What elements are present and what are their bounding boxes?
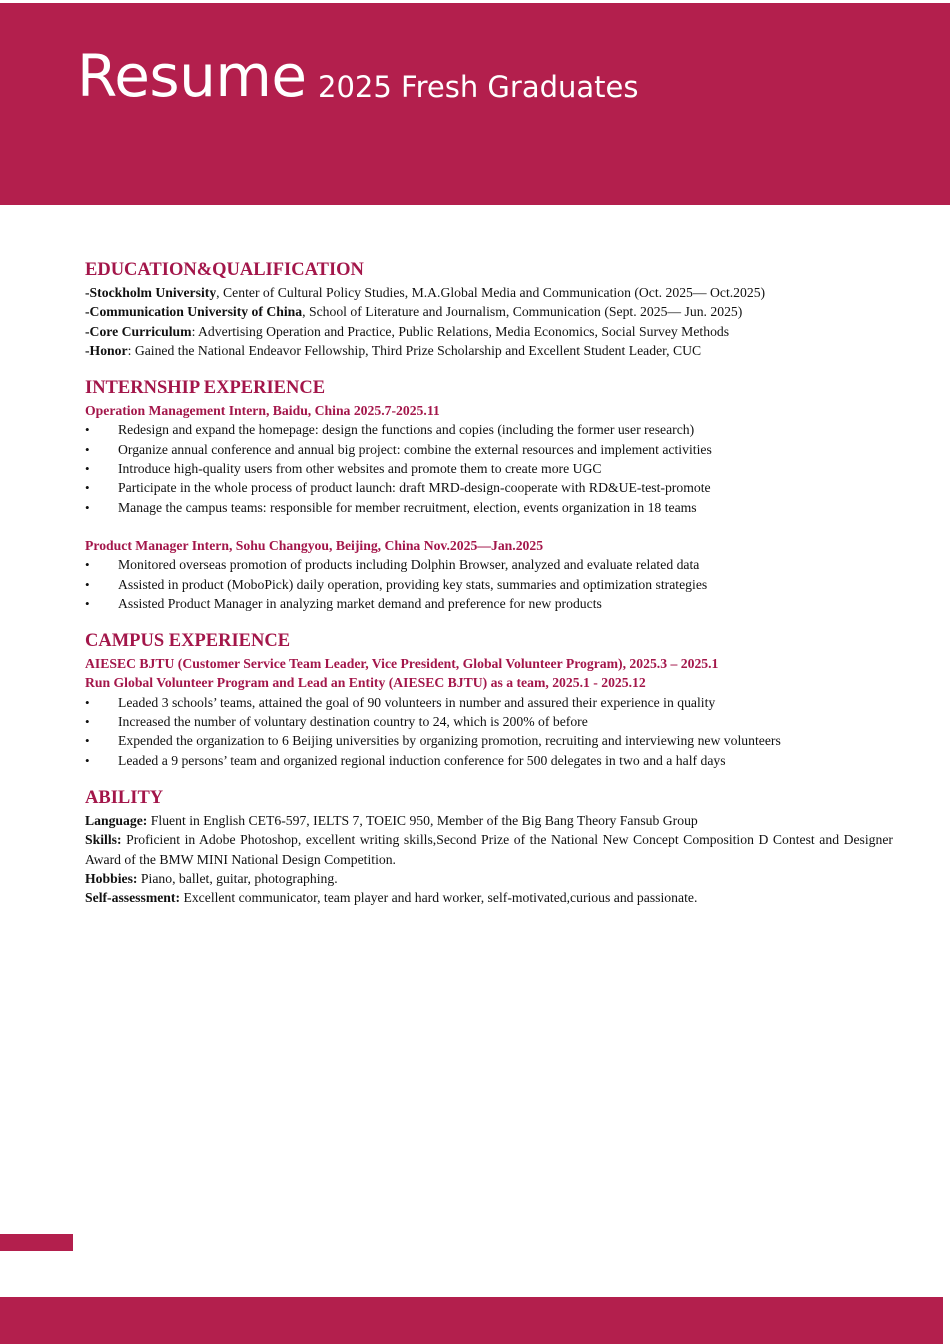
ability-item-text: Piano, ballet, guitar, photographing. [137, 870, 338, 886]
bullet-dot: • [85, 422, 90, 438]
ability-item [85, 888, 893, 907]
job-heading: Operation Management Intern, Baidu, China 2025.7-2025.11 [85, 403, 440, 419]
ability-section [85, 786, 893, 907]
bullet-dot: • [85, 714, 90, 730]
education-item-label: -Communication University of China [85, 304, 303, 320]
education-item-label: -Honor [85, 342, 128, 358]
list-item [85, 420, 893, 439]
list-item [85, 440, 893, 459]
header-band [0, 3, 950, 205]
education-section [85, 258, 893, 360]
list-item-text: Leaded a 9 persons’ team and organized regional induction conference for 500 delegates in two and a half days [118, 752, 726, 768]
bullet-dot: • [85, 576, 90, 592]
list-item-text: Assisted Product Manager in analyzing market demand and preference for new products [118, 595, 602, 611]
list-item-text: Expended the organization to 6 Beijing universities by organizing promotion, recruiting and interviewing new volunteers [118, 733, 781, 749]
education-item [85, 302, 893, 321]
resume-title: Resume [77, 42, 307, 110]
ability-item-text: Excellent communicator, team player and hard worker, self-motivated,curious and passionate. [180, 890, 698, 906]
resume-subtitle: 2025 Fresh Graduates [318, 70, 639, 104]
bullet-dot: • [85, 733, 90, 749]
internship-section [85, 376, 893, 613]
education-item-text: , School of Literature and Journalism, Communication (Sept. 2025— Jun. 2025) [302, 304, 743, 320]
education-item-label: -Stockholm University [85, 285, 217, 300]
campus-bullets [85, 693, 893, 770]
list-item-text: Leaded 3 schools’ teams, attained the goal of 90 volunteers in number and assured their experience in quality [118, 694, 716, 710]
ability-item-label: Language: [85, 812, 148, 828]
resume-content [85, 258, 893, 923]
bullet-dot: • [85, 480, 90, 496]
footer-band [0, 1297, 943, 1344]
ability-item [85, 811, 893, 830]
internship-title: INTERNSHIP EXPERIENCE [85, 378, 326, 399]
list-item-text: Organize annual conference and annual big project: combine the external resources and implement activities [118, 441, 712, 457]
education-item [85, 341, 893, 360]
education-item-text: : Gained the National Endeavor Fellowship, Third Prize Scholarship and Excellent Student Leader, CUC [127, 342, 702, 358]
bullet-dot: • [85, 694, 90, 710]
bullet-dot: • [85, 752, 90, 768]
list-item [85, 498, 893, 517]
ability-item-text: Proficient in Adobe Photoshop, excellent writing skills,Second Prize of the National New Concept Composition D Contest and Designer Award of the BMW MINI National Design Competition. [85, 832, 893, 867]
ability-item-label: Skills: [85, 832, 122, 848]
campus-heading: Run Global Volunteer Program and Lead an Entity (AIESEC BJTU) as a team, 2025.1 - 2025.12 [85, 675, 646, 691]
list-item-text: Assisted in product (MoboPick) daily operation, providing key stats, summaries and optimization strategies [118, 576, 708, 592]
ability-item [85, 830, 893, 869]
ability-item-label: Hobbies: [85, 870, 138, 886]
job-bullets [85, 555, 893, 613]
list-item [85, 693, 893, 712]
ability-item [85, 869, 893, 888]
list-item [85, 478, 893, 497]
bullet-dot: • [85, 441, 90, 457]
bullet-dot: • [85, 557, 90, 573]
education-item-label: -Core Curriculum [85, 323, 192, 339]
job-bullets [85, 420, 893, 516]
bullet-dot: • [85, 499, 90, 515]
list-item [85, 751, 893, 770]
list-item-text: Increased the number of voluntary destination country to 24, which is 200% of before [118, 714, 588, 730]
campus-section [85, 629, 893, 770]
list-item [85, 575, 893, 594]
list-item-text: Monitored overseas promotion of products including Dolphin Browser, analyzed and evaluate related data [118, 557, 700, 573]
left-accent-bar [0, 1234, 73, 1251]
list-item-text: Introduce high-quality users from other websites and promote them to create more UGC [118, 461, 602, 477]
campus-heading: AIESEC BJTU (Customer Service Team Leader, Vice President, Global Volunteer Program), 2025.3 – 2025.1 [85, 656, 719, 672]
list-item-text: Redesign and expand the homepage: design the functions and copies (including the former user research) [118, 422, 695, 438]
list-item-text: Manage the campus teams: responsible for member recruitment, election, events organization in 18 teams [118, 499, 697, 515]
education-item-text: , Center of Cultural Policy Studies, M.A.Global Media and Communication (Oct. 2025— Oct.2025) [216, 285, 766, 300]
list-item [85, 459, 893, 478]
list-item [85, 594, 893, 613]
bullet-dot: • [85, 595, 90, 611]
education-item-text: : Advertising Operation and Practice, Public Relations, Media Economics, Social Survey Methods [191, 323, 730, 339]
ability-item-text: Fluent in English CET6-597, IELTS 7, TOEIC 950, Member of the Big Bang Theory Fansub Group [147, 812, 698, 828]
education-item [85, 283, 893, 302]
list-item-text: Participate in the whole process of product launch: draft MRD-design-cooperate with RD&UE-test-promote [118, 480, 711, 496]
education-title: EDUCATION&QUALIFICATION [85, 260, 364, 280]
list-item [85, 712, 893, 731]
bullet-dot: • [85, 461, 90, 477]
campus-title: CAMPUS EXPERIENCE [85, 631, 291, 652]
ability-item-label: Self-assessment: [85, 890, 181, 906]
job-heading: Product Manager Intern, Sohu Changyou, Beijing, China Nov.2025—Jan.2025 [85, 537, 544, 553]
ability-title: ABILITY [85, 787, 164, 808]
spacer [85, 517, 893, 536]
education-item [85, 322, 893, 341]
list-item [85, 731, 893, 750]
list-item [85, 555, 893, 574]
